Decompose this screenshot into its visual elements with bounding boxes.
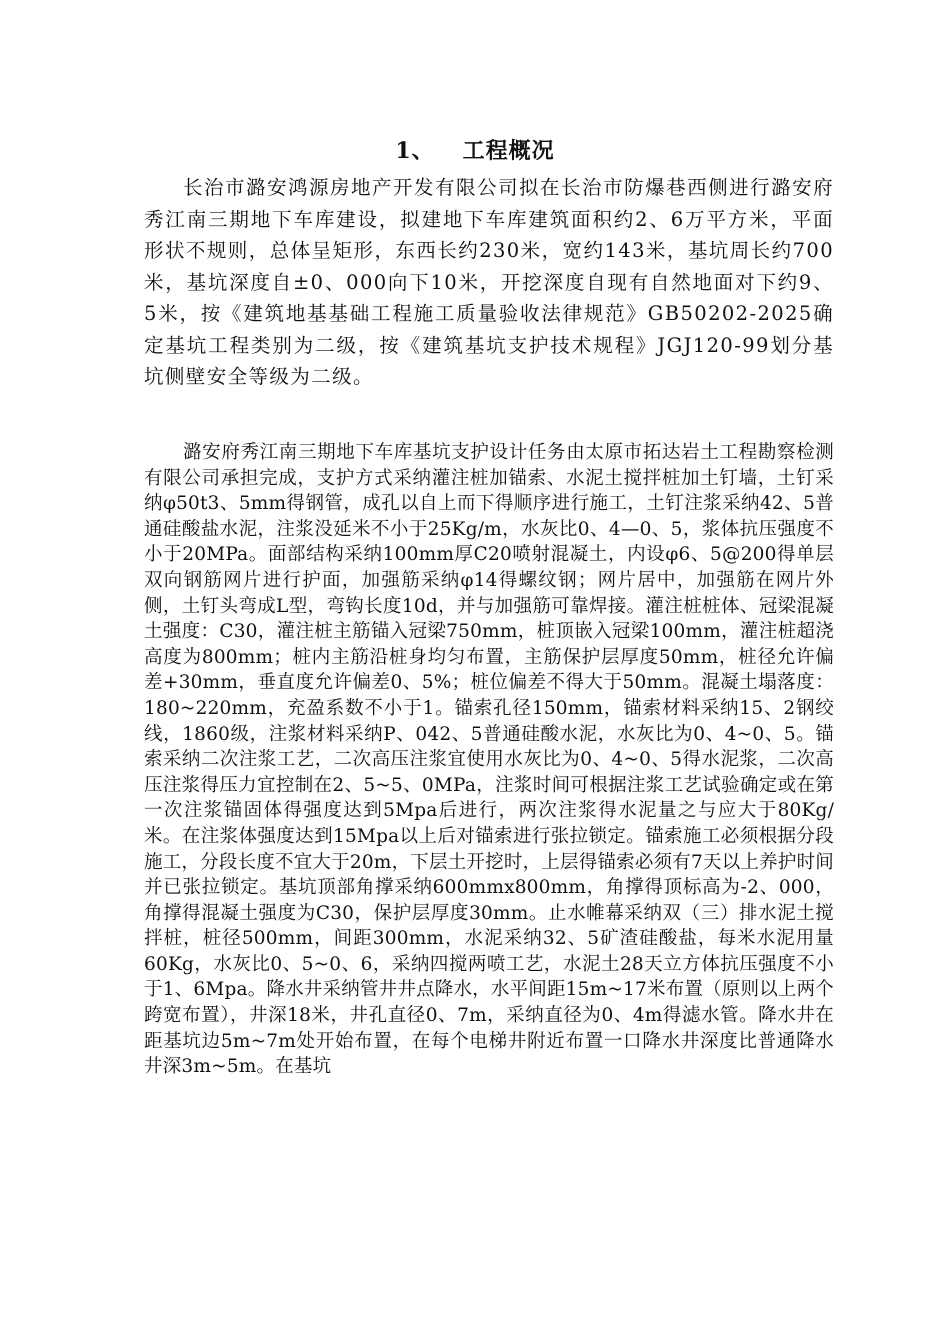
section-title: 工程概况 [462, 138, 555, 164]
section-number: 1、 [395, 138, 435, 164]
paragraph-project-overview: 长治市潞安鸿源房地产开发有限公司拟在长治市防爆巷西侧进行潞安府秀江南三期地下车库建设，拟建地下车库建筑面积约2、6万平方米，平面形状不规则，总体呈矩形，东西长约230米，宽约143米，基坑周长约700米，基坑深度自±0、000向下10米，开挖深度自现有自然地面对下约9、5米，按《建筑地基基础工程施工质量验收法律规范》GB50202-2025确定基坑工程类别为二级，按《建筑基坑支护技术规程》JGJ120-99划分基坑侧壁安全等级为二级。 [144, 176, 834, 388]
paragraph-support-design: 潞安府秀江南三期地下车库基坑支护设计任务由太原市拓达岩土工程勘察检测有限公司承担完成，支护方式采纳灌注桩加锚索、水泥土搅拌桩加土钉墙，土钉采纳φ50t3、5mm得钢管，成孔以自上而下得顺序进行施工，土钉注浆采纳42、5普通硅酸盐水泥，注浆没延米不小于25Kg/m，水灰比0、4—0、5，浆体抗压强度不小于20MPa。面部结构采纳100mm厚C20喷射混凝土，内设φ6、5@200得单层双向钢筋网片进行护面，加强筋采纳φ14得螺纹钢；网片居中，加强筋在网片外侧，土钉头弯成L型，弯钩长度10d，并与加强筋可靠焊接。灌注桩桩体、冠梁混凝土强度：C30，灌注桩主筋锚入冠梁750mm，桩顶嵌入冠梁100mm，灌注桩超浇高度为800mm；桩内主筋沿桩身均匀布置，主筋保护层厚度50mm，桩径允许偏差+30mm，垂直度允许偏差0、5%；桩位偏差不得大于50mm。混凝土塌落度：180~220mm，充盈系数不小于1。锚索孔径150mm，锚索材料采纳15、2钢绞线，1860级，注浆材料采纳P、042、5普通硅酸水泥，水灰比为0、4~0、5。锚索采纳二次注浆工艺，二次高压注浆宜使用水灰比为0、4~0、5得水泥浆，二次高压注浆得压力宜控制在2、5~5、0MPa，注浆时间可根据注浆工艺试验确定或在第一次注浆锚固体得强度达到5Mpa后进行，两次注浆得水泥量之与应大于80Kg/米。在注浆体强度达到15Mpa以上后对锚索进行张拉锁定。锚索施工必须根据分段施工，分段长度不宜大于20m，下层土开挖时，上层得锚索必须有7天以上养护时间并已张拉锁定。基坑顶部角撑采纳600mmx800mm，角撑得顶标高为-2、000，角撑得混凝土强度为C30，保护层厚度30mm。止水帷幕采纳双（三）排水泥土搅拌桩，桩径500mm，间距300mm，水泥采纳32、5矿渣硅酸盐，每米水泥用量60Kg，水灰比0、5~0、6，采纳四搅两喷工艺，水泥土28天立方体抗压强度不小于1、6Mpa。降水井采纳管井井点降水，水平间距15m~17米布置（原则以上两个跨宽布置），井深18米，井孔直径0、7m，采纳直径为0、4m得滤水管。降水井在距基坑边5m~7m处开始布置，在每个电梯井附近布置一口降水井深度比普通降水井深3m~5m。在基坑 [144, 442, 834, 1078]
section-heading [0, 134, 950, 168]
